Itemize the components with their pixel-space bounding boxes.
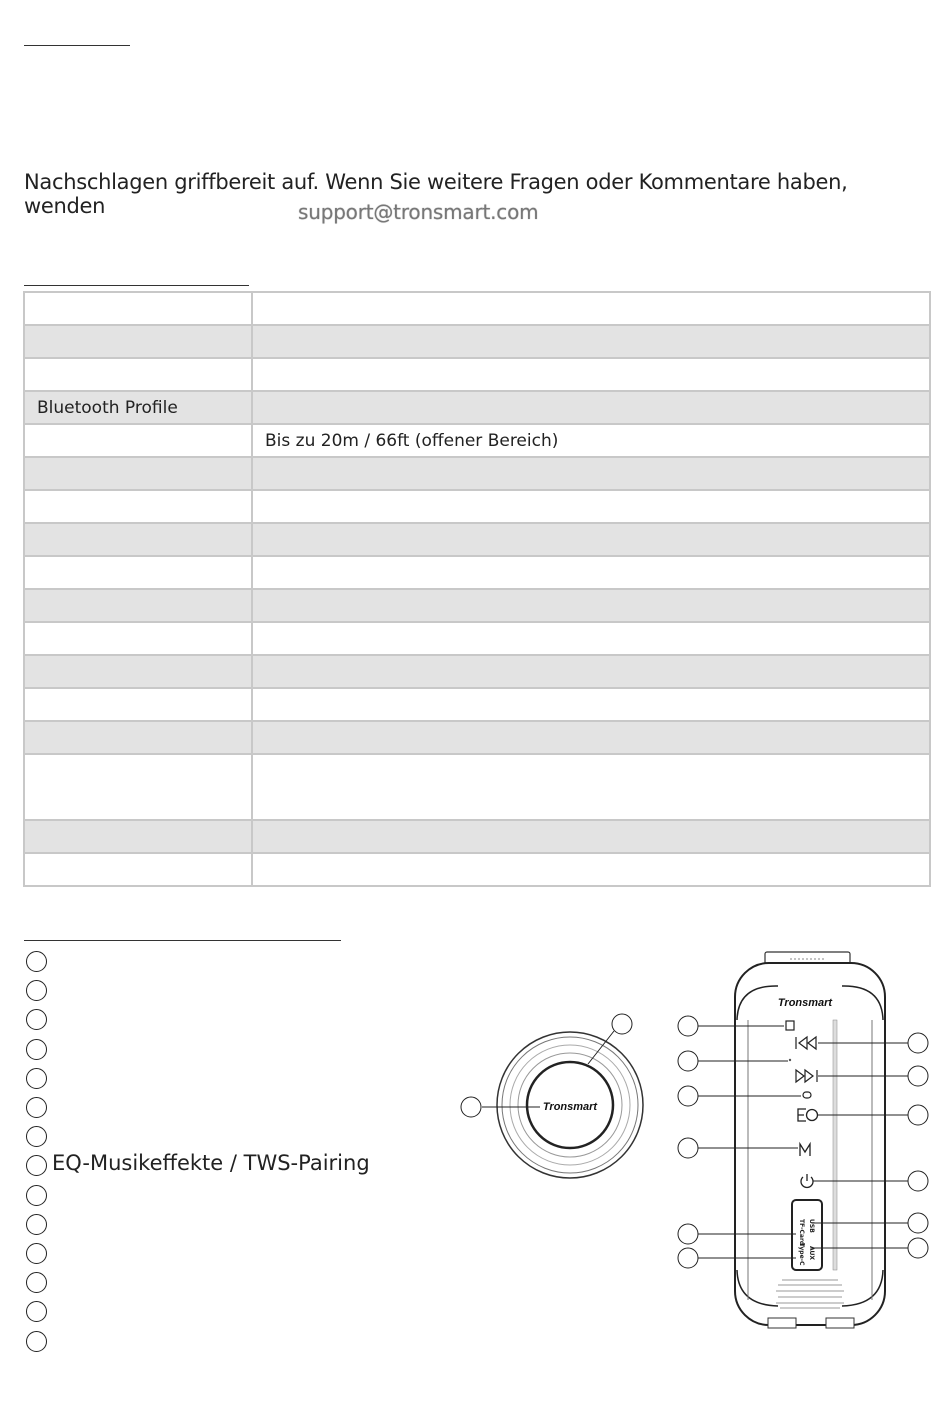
brand-logo-top: Tronsmart [542,1101,598,1113]
intro-text: Nachschlagen griffbereit auf. Wenn Sie weitere Fragen oder Kommentare haben, wenden [24,170,848,218]
type-c-label: Type-C [798,1243,805,1266]
list-item-label: EQ-Musikeffekte / TWS-Pairing [52,1151,370,1176]
brand-logo-side: Tronsmart [777,997,833,1009]
aux-label: AUX [808,1246,815,1260]
indicator-light-icon [789,1059,791,1061]
spec-value: Bis zu 20m / 66ft (offener Bereich) [252,424,930,457]
usb-label: USB [808,1219,815,1233]
tf-card-label: TF-Card [798,1219,805,1246]
speaker-side-view [735,952,885,1328]
spec-label: Bluetooth Profile [24,391,252,424]
port-cover [792,1200,822,1270]
speaker-top-view [461,1014,643,1178]
support-email-link[interactable]: support@tronsmart.com [298,200,539,224]
